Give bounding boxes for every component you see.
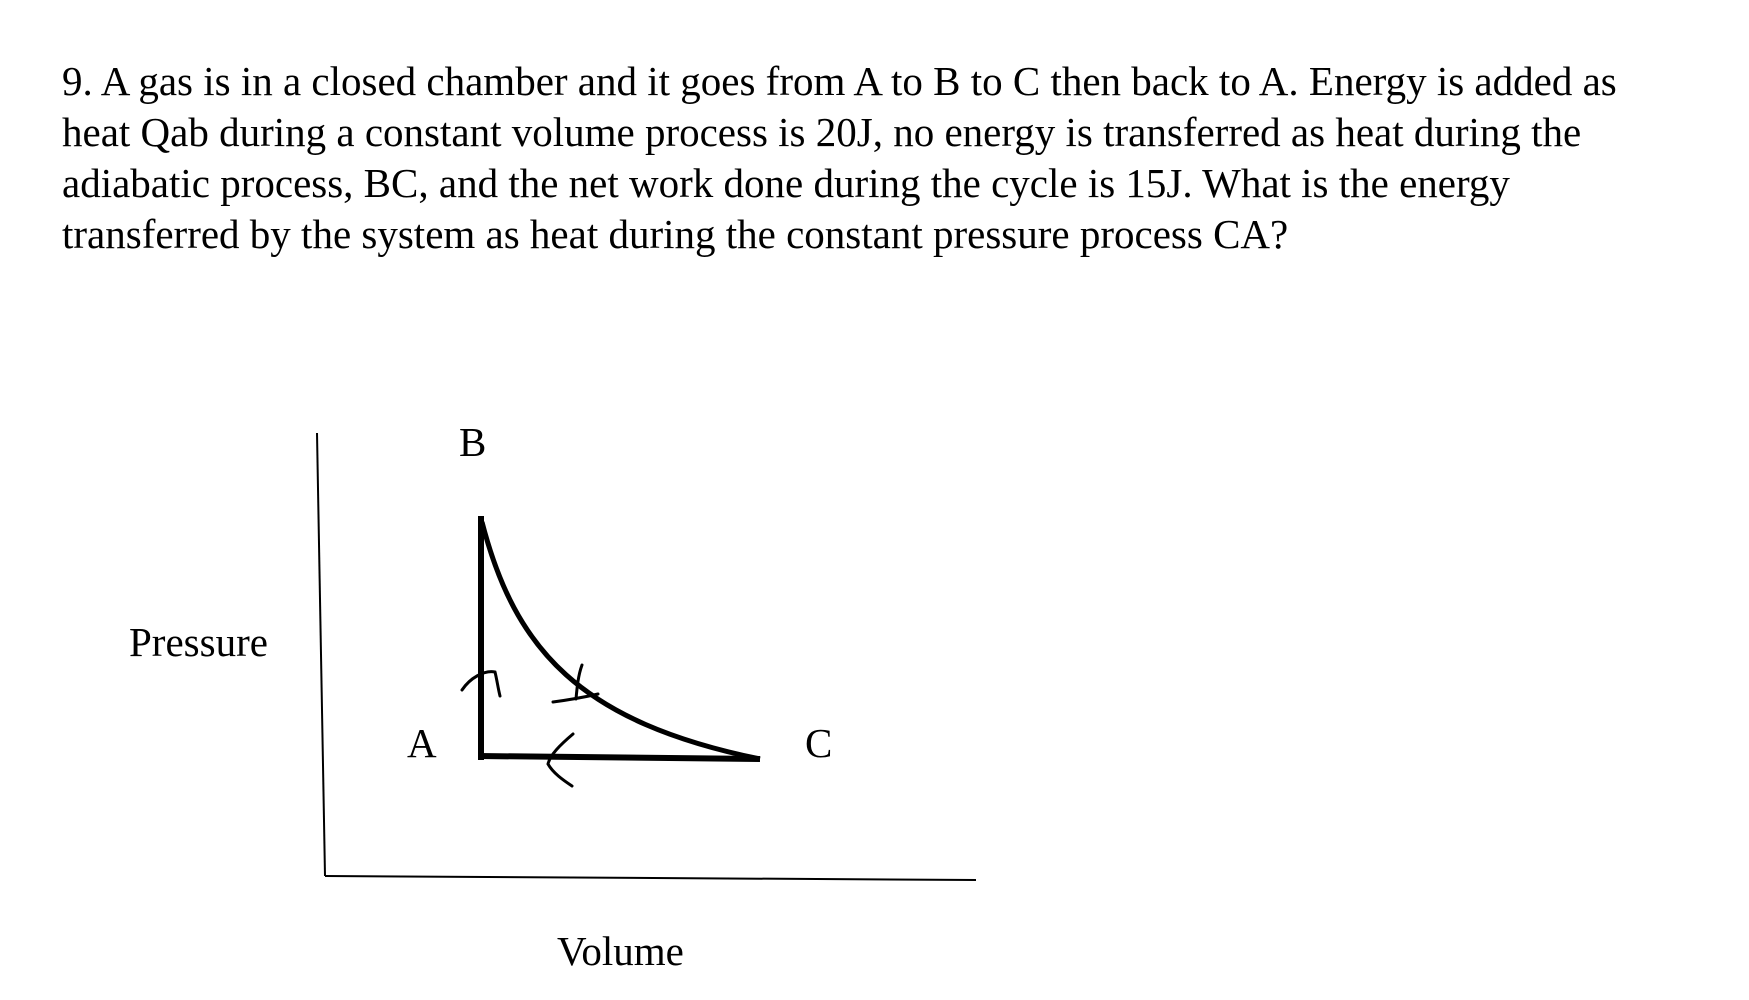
question-line-3: adiabatic process, BC, and the net work done during the cycle is 15J. What is the energy [62,160,1510,206]
x-axis [325,876,976,880]
point-label-b: B [459,419,487,465]
y-axis-label: Pressure [129,619,268,665]
arrow-left-icon [548,734,573,786]
process-bc-curve [482,522,760,759]
x-axis-label: Volume [557,928,684,974]
point-label-c: C [805,720,833,766]
process-ca-line [479,756,760,759]
point-label-a: A [407,720,437,766]
question-line-1: 9. A gas is in a closed chamber and it goes from A to B to C then back to A. Energy is added as [62,58,1617,104]
question-line-4: transferred by the system as heat during the constant pressure process CA? [62,211,1289,257]
y-axis [317,433,325,876]
question-line-2: heat Qab during a constant volume process is 20J, no energy is transferred as heat during the [62,109,1582,155]
